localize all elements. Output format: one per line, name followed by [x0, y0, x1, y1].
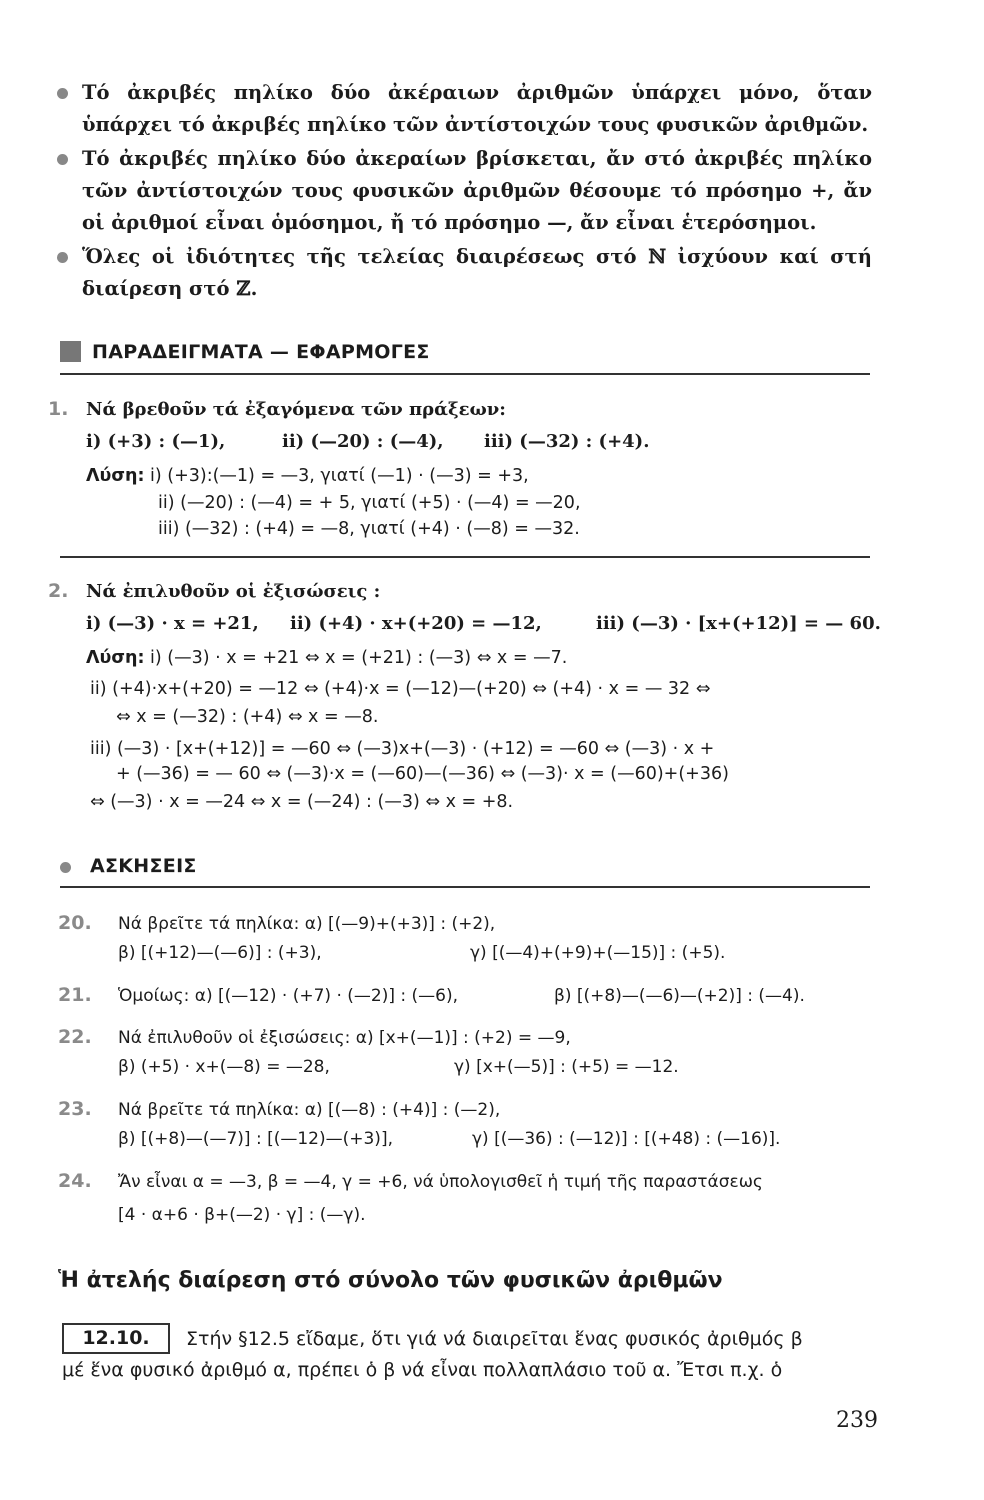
paragraph-line: Στήν §12.5 εἴδαμε, ὅτι γιά νά διαιρεῖται ἕνας φυσικός ἀριθμός β — [186, 1328, 803, 1350]
exercise-line: β) [(+8)—(—6)—(+2)] : (—4). — [554, 986, 805, 1006]
exercise-line: β) [(+12)—(—6)] : (+3), — [118, 943, 322, 963]
solution-line: i) (—3) · x = +21 ⇔ x = (+21) : (—3) ⇔ x = —7. — [150, 648, 568, 668]
solution-line: ii) (+4)·x+(+20) = —12 ⇔ (+4)·x = (—12)—(+20) ⇔ (+4) · x = — 32 ⇔ — [90, 679, 711, 699]
rule-1: Τό ἀκριβές πηλίκο δύο ἀκέραιων ἀριθμῶν ὑπάρχει μόνο, ὅταν ὑπάρχει τό ἀκριβές πηλίκο τῶν ἀντίστοιχών τους φυσικῶν ἀριθμῶν. — [82, 81, 872, 136]
bullet-icon — [60, 862, 71, 873]
solution-line: iii) (—32) : (+4) = —8, γιατί (+4) · (—8) = —32. — [158, 519, 580, 539]
solution-line: ⇔ x = (—32) : (+4) ⇔ x = —8. — [116, 707, 379, 727]
solution-line: ⇔ (—3) · x = —24 ⇔ x = (—24) : (—3) ⇔ x = +8. — [90, 792, 514, 812]
solution-line: iii) (—3) · [x+(+12)] = —60 ⇔ (—3)x+(—3) · (+12) = —60 ⇔ (—3) · x + — [90, 739, 715, 759]
example-item: iii) (—3) · [x+(+12)] = — 60. — [596, 613, 881, 634]
example-item: iii) (—32) : (+4). — [484, 431, 650, 452]
solution-label: Λύση: — [86, 466, 145, 486]
example-prompt: Νά ἐπιλυθοῦν οἱ ἐξισώσεις : — [86, 581, 381, 602]
divider — [60, 556, 870, 558]
page-number: 239 — [836, 1408, 878, 1433]
square-icon — [60, 341, 81, 362]
exercises-heading: ΑΣΚΗΣΕΙΣ — [90, 855, 197, 877]
example-item: i) (—3) · x = +21, — [86, 613, 259, 634]
solution-label: Λύση: — [86, 648, 145, 668]
section-title: Ἡ ἀτελής διαίρεση στό σύνολο τῶν φυσικῶν ἀριθμῶν — [58, 1268, 723, 1293]
exercise-line: γ) [(—36) : (—12)] : [(+48) : (—16)]. — [472, 1129, 781, 1149]
exercise-line: β) (+5) · x+(—8) = —28, — [118, 1057, 330, 1077]
examples-heading: ΠΑΡΑΔΕΙΓΜΑΤΑ — ΕΦΑΡΜΟΓΕΣ — [92, 341, 430, 363]
exercise-number: 22. — [58, 1026, 92, 1048]
exercise-line: [4 · α+6 · β+(—2) · γ] : (—γ). — [118, 1205, 366, 1225]
paragraph-label: 12.10. — [82, 1327, 150, 1349]
exercise-line: Νά βρεῖτε τά πηλίκα: α) [(—8) : (+4)] : (—2), — [118, 1100, 501, 1120]
example-item: ii) (+4) · x+(+20) = —12, — [290, 613, 542, 634]
solution-line: i) (+3):(—1) = —3, γιατί (—1) · (—3) = +3, — [150, 466, 529, 486]
exercise-line: Ἄν εἶναι α = —3, β = —4, γ = +6, νά ὑπολογισθεῖ ἡ τιμή τῆς παραστάσεως — [118, 1172, 763, 1192]
bullet-icon — [57, 252, 68, 263]
divider — [60, 886, 870, 888]
exercise-line: Νά ἐπιλυθοῦν οἱ ἐξισώσεις: α) [x+(—1)] : (+2) = —9, — [118, 1028, 571, 1048]
bullet-icon — [57, 154, 68, 165]
exercise-line: β) [(+8)—(—7)] : [(—12)—(+3)], — [118, 1129, 393, 1149]
exercise-number: 24. — [58, 1170, 92, 1192]
example-prompt: Νά βρεθοῦν τά ἐξαγόμενα τῶν πράξεων: — [86, 399, 506, 420]
example-number: 2. — [48, 580, 69, 602]
exercise-number: 20. — [58, 912, 92, 934]
exercise-number: 23. — [58, 1098, 92, 1120]
exercise-line: γ) [x+(—5)] : (+5) = —12. — [454, 1057, 679, 1077]
paragraph-label-box — [62, 1323, 170, 1354]
solution-line: + (—36) = — 60 ⇔ (—3)·x = (—60)—(—36) ⇔ (—3)· x = (—60)+(+36) — [116, 764, 729, 784]
exercise-number: 21. — [58, 984, 92, 1006]
exercise-line: Νά βρεῖτε τά πηλίκα: α) [(—9)+(+3)] : (+2), — [118, 914, 496, 934]
exercise-line: Ὁμοίως: α) [(—12) · (+7) · (—2)] : (—6), — [118, 986, 458, 1006]
example-item: ii) (—20) : (—4), — [282, 431, 444, 452]
divider — [60, 373, 870, 375]
rule-3: Ὅλες οἱ ἰδιότητες τῆς τελείας διαιρέσεως στό ℕ ἰσχύουν καί στή διαίρεση στό ℤ. — [82, 245, 872, 300]
bullet-icon — [57, 88, 68, 99]
exercise-line: γ) [(—4)+(+9)+(—15)] : (+5). — [470, 943, 726, 963]
rule-2: Τό ἀκριβές πηλίκο δύο ἀκεραίων βρίσκεται, ἄν στό ἀκριβές πηλίκο τῶν ἀντίστοιχών τους φυσικῶν ἀριθμῶν θέσουμε τό πρόσημο +, ἄν οἱ ἀριθμοί εἶναι ὁμόσημοι, ἤ τό πρόσημο —, ἄν εἶναι ἑτερόσημοι. — [82, 147, 872, 234]
example-item: i) (+3) : (—1), — [86, 431, 226, 452]
example-number: 1. — [48, 398, 69, 420]
solution-line: ii) (—20) : (—4) = + 5, γιατί (+5) · (—4) = —20, — [158, 493, 581, 513]
paragraph-line: μέ ἕνα φυσικό ἀριθμό α, πρέπει ὁ β νά εἶναι πολλαπλάσιο τοῦ α. Ἔτσι π.χ. ὁ — [62, 1359, 783, 1381]
